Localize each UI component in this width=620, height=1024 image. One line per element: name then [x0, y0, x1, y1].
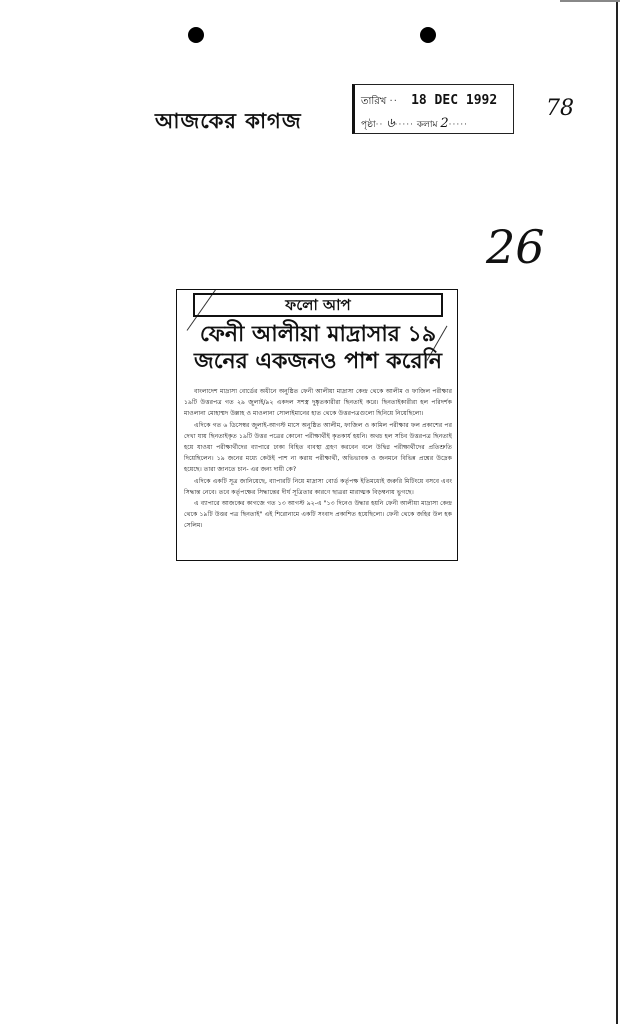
stamp-page-label: পৃষ্ঠা: [361, 120, 376, 130]
follow-up-banner: ফলো আপ: [193, 293, 443, 317]
newspaper-masthead: আজকের কাগজ: [155, 108, 302, 133]
stamp-page-row: পৃষ্ঠা·· ৬····· কলাম 2·····: [361, 116, 468, 131]
stamp-page-value: ৬: [386, 116, 395, 131]
stamp-date-label: তারিখ: [361, 96, 387, 107]
article-headline: ফেনী আলীয়া মাদ্রাসার ১৯ জনের একজনও পাশ করেনি: [194, 321, 442, 374]
stamp-column-label: কলাম: [416, 120, 438, 130]
punch-hole-left: [188, 27, 204, 43]
handwritten-page-number: 26: [486, 220, 545, 274]
article-paragraph: এদিকে গত ৬ ডিসেম্বর জুলাই-আগস্ট মাসে অনুষ্ঠিত আলীম, ফাজিল ও কামিল পরীক্ষার ফল প্রকাশের পর দেখা যায় ছিনতাইকৃত ১৯টি উত্তর পত্রের কোনো পরীক্ষার্থীই কৃতকার্য হয়নি। অথচ হল সচিব উত্তরপত্র ছিনতাই হয়ে যাওয়া পরীক্ষার্থীদের ব্যাপারে ঢাকা বিহিত ব্যবস্থা গ্রহণ করবেন বলে উদ্বিগ্ন পরীক্ষার্থীদের প্রতিশ্রুতি দিয়েছিলেন। ১৯ জনের মধ্যে কেউই পাশ না করায় পরীক্ষার্থী, অভিভাবক ও জনমনে বিভিন্ন প্রশ্নের উদ্রেক হয়েছে। তারা জানতে চান- এর জন্য দায়ী কে?: [184, 421, 452, 474]
stamp-date-row: তারিখ ·· 18 DEC 1992: [361, 93, 498, 108]
stamp-column-value: 2: [440, 116, 449, 131]
stamp-date-value: 18 DEC 1992: [411, 93, 498, 108]
article-paragraph: এদিকে একটি সূত্র জানিয়েছে, ব্যাপারটি নিয়ে মাদ্রাসা বোর্ড কর্তৃপক্ষ ইতিমধ্যেই জরুরি মিটিংয়ে বসবে এবং সিদ্ধান্ত নেবে। তবে কর্তৃপক্ষের সিদ্ধান্তের দীর্ঘ সূত্রিতার কারণে ছাত্ররা মারাত্মক বিড়ম্বনায় ভুগছে।: [184, 477, 452, 496]
date-stamp: [352, 84, 514, 134]
article-paragraph: এ ব্যাপারে আজকের কাগজে গত ১৩ আগস্ট ৯২-এ "১৩ দিনেও উদ্ধার হয়নি ফেনী আলীয়া মাদ্রাসা কেন্দ্র থেকে ১৯টি উত্তর পত্র ছিনতাই" এই শিরোনামে একটি সংবাদ প্রকাশিত হয়েছিলো। ফেনী থেকে জহির উল হক সেলিম।: [184, 500, 452, 530]
page-edge-top: [560, 0, 620, 2]
punch-hole-right: [420, 27, 436, 43]
page-edge: [616, 0, 618, 1024]
newspaper-clipping: [176, 289, 458, 561]
article-body: [184, 386, 452, 532]
article-paragraph: বাংলাদেশ মাদ্রাসা বোর্ডের অধীনে অনুষ্ঠিত ফেনী আলীয়া মাদ্রাসা কেন্দ্র থেকে আলীম ও ফাজিল পরীক্ষার ১৯টি উত্তরপত্র গত ২৯ জুলাই/৯২ একদল সশস্ত্র দুষ্কৃতকারীরা ছিনতাই করে। ছিনতাইকারীরা হল পরিদর্শক মাওলানা মোহাম্মদ উল্লাহ ও মাওলানা সোলাইমানের হাত থেকে উত্তরপত্রগুলো ছিনিয়ে নিয়েছিলো।: [184, 388, 452, 418]
handwritten-corner-mark: 78: [546, 96, 574, 121]
